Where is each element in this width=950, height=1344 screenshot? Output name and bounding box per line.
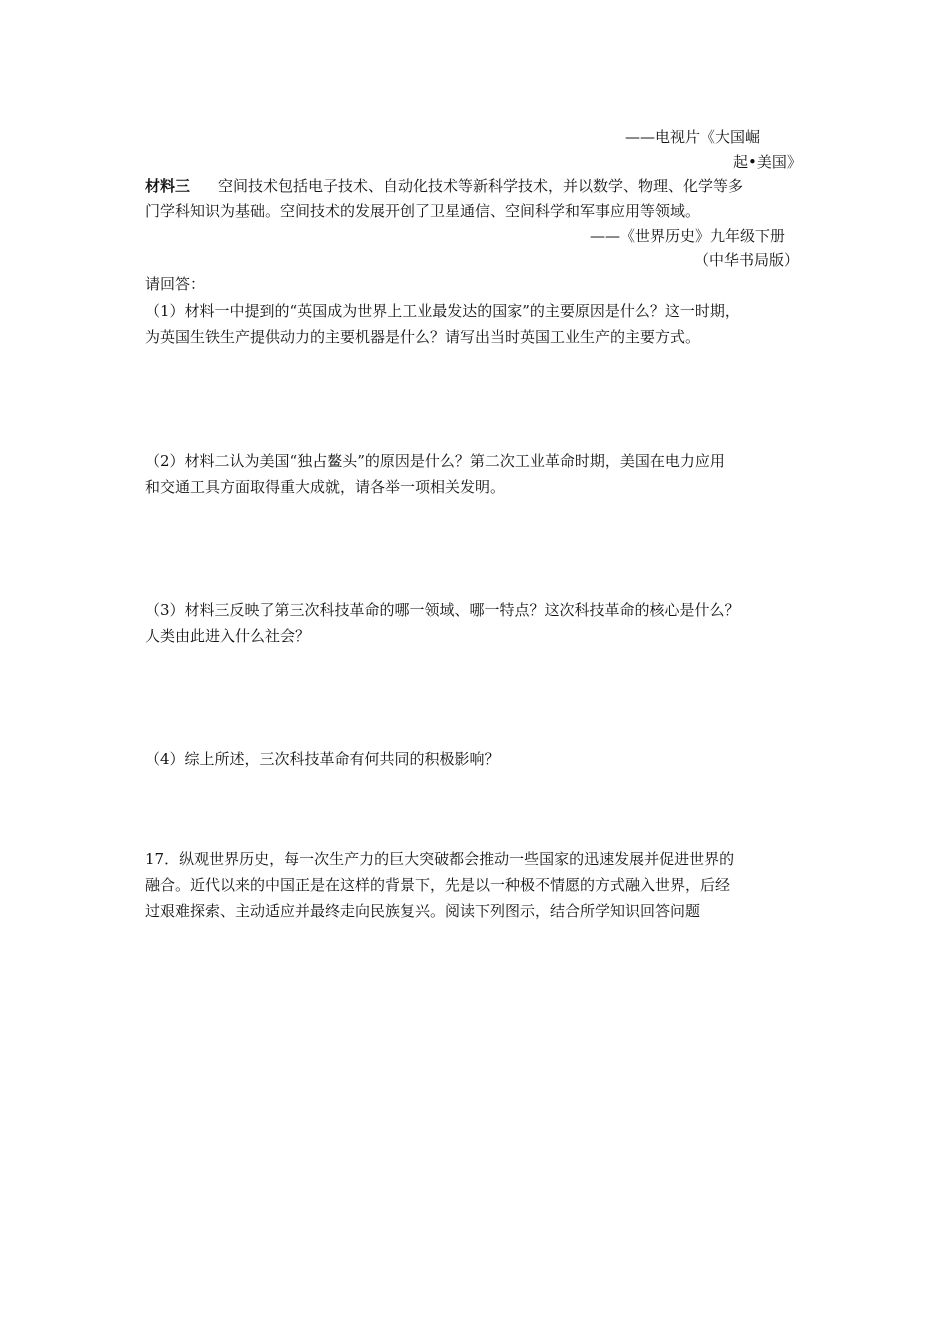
question-17-line1: 17．纵观世界历史，每一次生产力的巨大突破都会推动一些国家的迅速发展并促进世界的 — [145, 850, 735, 868]
source-citation-textbook: ——《世界历史》九年级下册 — [590, 227, 786, 245]
question-2-line2: 和交通工具方面取得重大成就，请各举一项相关发明。 — [145, 478, 506, 496]
question-3-line2: 人类由此进入什么社会？ — [145, 627, 311, 645]
question-4: （4）综上所述，三次科技革命有何共同的积极影响？ — [145, 750, 500, 768]
question-17-line3: 过艰难探索、主动适应并最终走向民族复兴。阅读下列图示，结合所学知识回答问题 — [145, 902, 701, 920]
material3-line1 — [145, 176, 743, 196]
answer-prompt: 请回答： — [145, 275, 206, 293]
source-citation-publisher: （中华书局版） — [694, 251, 800, 269]
source-citation-tv-cont: 起•美国》 — [733, 153, 802, 171]
question-17-line2: 融合。近代以来的中国正是在这样的背景下，先是以一种极不情愿的方式融入世界，后经 — [145, 876, 731, 894]
question-2-line1: （2）材料二认为美国“独占鳌头”的原因是什么？第二次工业革命时期，美国在电力应用 — [145, 452, 725, 470]
material3-label: 材料三 — [145, 177, 191, 195]
material3-line2: 门学科知识为基础。空间技术的发展开创了卫星通信、空间科学和军事应用等领域。 — [145, 202, 701, 220]
source-citation-tv: ——电视片《大国崛 — [625, 128, 761, 146]
question-1-line1: （1）材料一中提到的“英国成为世界上工业最发达的国家”的主要原因是什么？这一时期， — [145, 302, 740, 320]
question-3-line1: （3）材料三反映了第三次科技革命的哪一领域、哪一特点？这次科技革命的核心是什么？ — [145, 601, 740, 619]
question-1-line2: 为英国生铁生产提供动力的主要机器是什么？请写出当时英国工业生产的主要方式。 — [145, 328, 701, 346]
material3-text: 空间技术包括电子技术、自动化技术等新科学技术，并以数学、物理、化学等多 — [218, 177, 744, 195]
